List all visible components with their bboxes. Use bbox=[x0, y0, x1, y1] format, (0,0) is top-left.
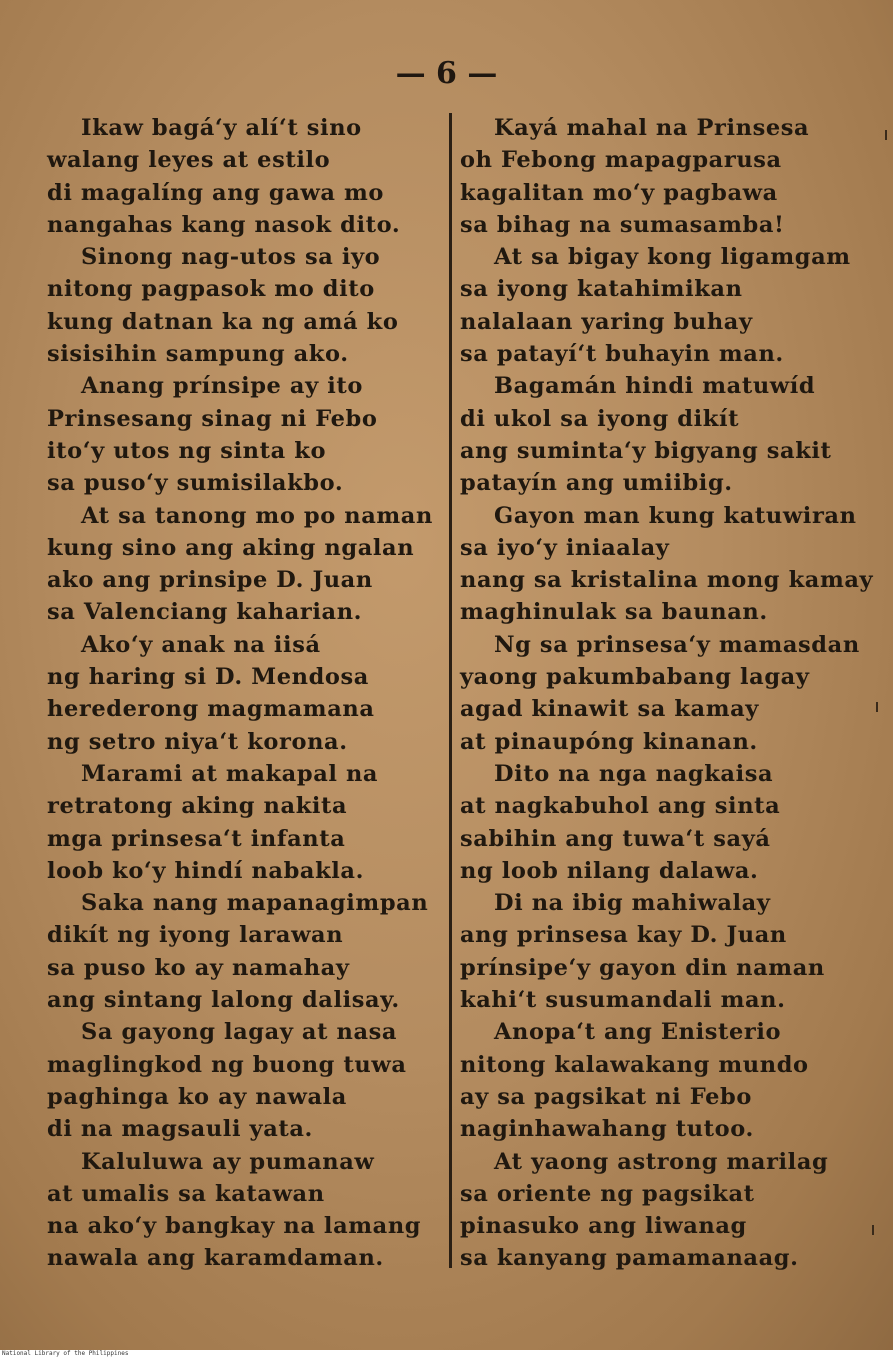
verse-line: at umalis sa katawan bbox=[47, 1180, 325, 1207]
verse-line: sa patayí‘t buhayin man. bbox=[460, 341, 784, 368]
verse-line: sisisihin sampung ako. bbox=[47, 341, 349, 368]
verse-line: ang sintang lalong dalisay. bbox=[47, 987, 400, 1014]
verse-line: nalalaan yaring buhay bbox=[460, 308, 753, 335]
page-number: — 6 — bbox=[395, 56, 498, 91]
verse-line: nawala ang karamdaman. bbox=[47, 1245, 384, 1272]
verse-line: Sa gayong lagay at nasa bbox=[81, 1019, 398, 1046]
verse-line: agad kinawit sa kamay bbox=[460, 696, 759, 723]
verse-line: ay sa pagsikat ni Febo bbox=[460, 1083, 752, 1110]
edge-speck bbox=[885, 130, 887, 140]
verse-line: sa kanyang pamamanaag. bbox=[460, 1245, 799, 1272]
verse-line: sa iyong katahimikan bbox=[460, 276, 743, 303]
stanza bbox=[460, 887, 880, 1016]
verse-line: nang sa kristalina mong kamay bbox=[460, 567, 874, 594]
stanza bbox=[460, 112, 880, 241]
verse-line: Prinsesang sinag ni Febo bbox=[47, 405, 378, 432]
verse-line: Ako‘y anak na iisá bbox=[81, 631, 321, 658]
verse-line: yaong pakumbabang lagay bbox=[460, 664, 810, 691]
verse-line: mga prinsesa‘t infanta bbox=[47, 825, 346, 852]
stanza bbox=[47, 629, 442, 758]
verse-line: nitong pagpasok mo dito bbox=[47, 276, 375, 303]
verse-line: Anang prínsipe ay ito bbox=[81, 373, 363, 400]
edge-speck bbox=[876, 702, 878, 712]
verse-line: sabihin ang tuwa‘t sayá bbox=[460, 825, 771, 852]
verse-line: at pinaupóng kinanan. bbox=[460, 728, 758, 755]
verse-line: sa bihag na sumasamba! bbox=[460, 211, 785, 238]
stanza bbox=[47, 1146, 442, 1275]
stanza bbox=[47, 1016, 442, 1145]
verse-line: maghinulak sa baunan. bbox=[460, 599, 768, 626]
verse-line: paghinga ko ay nawala bbox=[47, 1083, 347, 1110]
verse-line: walang leyes at estilo bbox=[47, 147, 331, 174]
verse-line: Di na ibig mahiwalay bbox=[494, 890, 771, 917]
verse-line: ang suminta‘y bigyang sakit bbox=[460, 437, 832, 464]
verse-line: kagalitan mo‘y pagbawa bbox=[460, 179, 778, 206]
verse-line: Saka nang mapanagimpan bbox=[81, 890, 429, 917]
verse-line: Anopa‘t ang Enisterio bbox=[494, 1019, 782, 1046]
stanza bbox=[460, 1146, 880, 1275]
verse-line: ako ang prinsipe D. Juan bbox=[47, 567, 373, 594]
verse-line: pinasuko ang liwanag bbox=[460, 1213, 747, 1240]
verse-line: Kayá mahal na Prinsesa bbox=[494, 115, 810, 141]
verse-line: At sa tanong mo po naman bbox=[81, 502, 433, 529]
stanza bbox=[460, 500, 880, 629]
column-divider bbox=[449, 113, 452, 1268]
verse-line: ang prinsesa kay D. Juan bbox=[460, 922, 787, 949]
verse-line: Bagamán hindi matuwíd bbox=[494, 373, 816, 400]
verse-line: Ng sa prinsesa‘y mamasdan bbox=[494, 631, 860, 658]
stanza bbox=[47, 241, 442, 370]
verse-line: Sinong nag-utos sa iyo bbox=[81, 244, 381, 271]
verse-line: sa puso ko ay namahay bbox=[47, 954, 350, 981]
stanza bbox=[460, 1016, 880, 1145]
right-column bbox=[460, 112, 880, 1275]
verse-line: ng loob nilang dalawa. bbox=[460, 857, 759, 884]
edge-speck bbox=[872, 1225, 874, 1235]
verse-line: kahi‘t susumandali man. bbox=[460, 987, 786, 1014]
verse-line: At sa bigay kong ligamgam bbox=[494, 244, 851, 271]
verse-line: naginhawahang tutoo. bbox=[460, 1116, 754, 1143]
verse-line: na ako‘y bangkay na lamang bbox=[47, 1213, 422, 1240]
verse-line: prínsipe‘y gayon din naman bbox=[460, 954, 825, 981]
stanza bbox=[460, 370, 880, 499]
verse-line: maglingkod ng buong tuwa bbox=[47, 1051, 407, 1078]
verse-line: kung datnan ka ng amá ko bbox=[47, 308, 399, 335]
verse-line: di magalíng ang gawa mo bbox=[47, 179, 385, 206]
verse-line: sa oriente ng pagsikat bbox=[460, 1180, 755, 1207]
verse-line: herederong magmamana bbox=[47, 696, 375, 723]
verse-line: sa puso‘y sumisilakbo. bbox=[47, 470, 344, 497]
stanza bbox=[47, 112, 442, 241]
stanza bbox=[47, 370, 442, 499]
verse-line: ng haring si D. Mendosa bbox=[47, 664, 369, 691]
stanza bbox=[47, 758, 442, 887]
verse-line: sa iyo‘y iniaalay bbox=[460, 534, 670, 561]
verse-line: Marami at makapal na bbox=[81, 760, 379, 787]
verse-line: Dito na nga nagkaisa bbox=[494, 760, 774, 787]
verse-line: nitong kalawakang mundo bbox=[460, 1051, 809, 1078]
verse-line: at nagkabuhol ang sinta bbox=[460, 793, 781, 820]
verse-line: di ukol sa iyong dikít bbox=[460, 405, 740, 432]
verse-line: kung sino ang aking ngalan bbox=[47, 534, 415, 561]
verse-line: Kaluluwa ay pumanaw bbox=[81, 1148, 375, 1175]
stanza bbox=[460, 758, 880, 887]
verse-line: Gayon man kung katuwiran bbox=[494, 502, 857, 529]
verse-line: sa Valenciang kaharian. bbox=[47, 599, 363, 626]
left-column bbox=[47, 112, 442, 1275]
stanza bbox=[47, 500, 442, 629]
verse-line: loob ko‘y hindí nabakla. bbox=[47, 857, 365, 884]
stanza bbox=[460, 241, 880, 370]
verse-line: At yaong astrong marilag bbox=[494, 1148, 829, 1175]
verse-line: patayín ang umiibig. bbox=[460, 470, 733, 497]
verse-line: di na magsauli yata. bbox=[47, 1116, 313, 1143]
library-credit: National Library of the Philippines bbox=[2, 1350, 129, 1357]
verse-line: ito‘y utos ng sinta ko bbox=[47, 437, 327, 464]
verse-line: ng setro niya‘t korona. bbox=[47, 728, 348, 755]
stanza bbox=[47, 887, 442, 1016]
verse-line: oh Febong mapagparusa bbox=[460, 147, 782, 174]
verse-line: retratong aking nakita bbox=[47, 793, 348, 820]
verse-line: dikít ng iyong larawan bbox=[47, 922, 344, 949]
verse-line: nangahas kang nasok dito. bbox=[47, 211, 401, 238]
stanza bbox=[460, 629, 880, 758]
verse-line: Ikaw bagá‘y alí‘t sino bbox=[81, 115, 362, 141]
